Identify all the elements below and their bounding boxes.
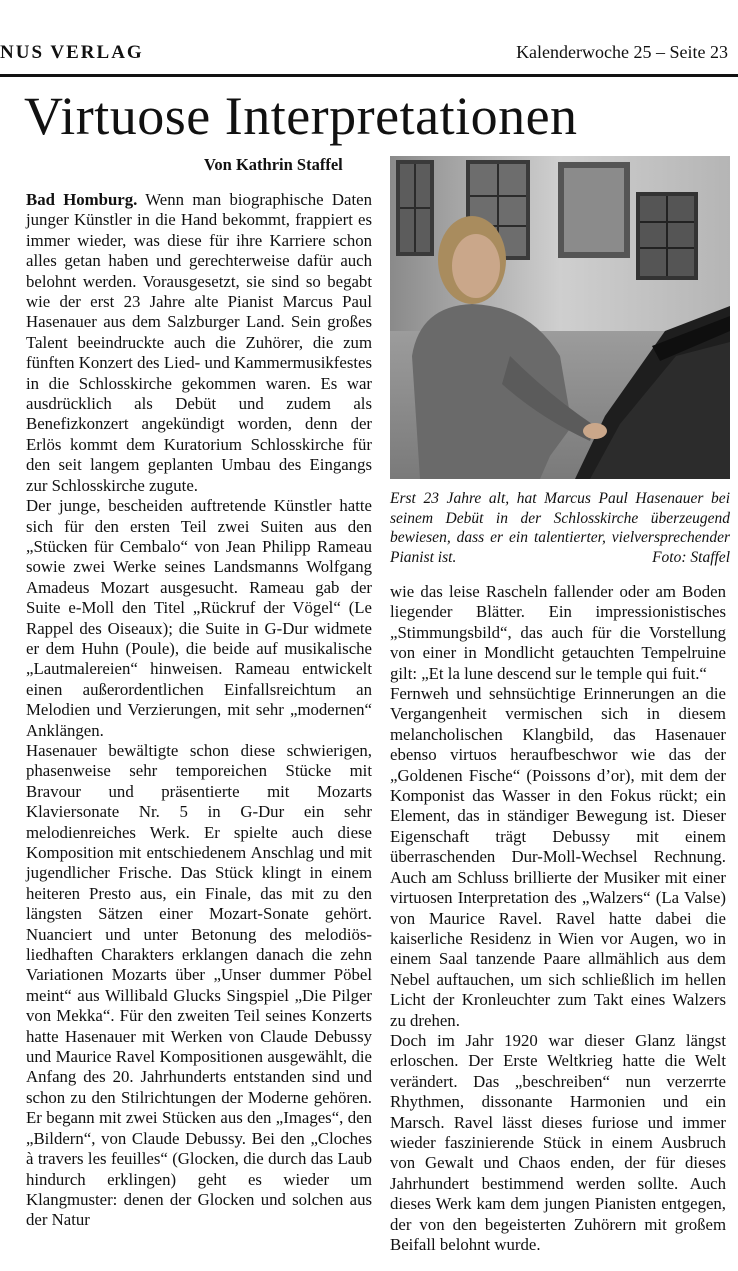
article-paragraph: Hasenauer bewältigte schon diese schwierigen, phasenweise sehr temporeichen Stücke mit Bravour und präsentierte mit Mozarts Klaviersonate Nr. 5 in G-Dur ein sehr melodienreiches Werk. Er spielte auch diese Komposition mit entschiedenem Anschlag und mit jugendlicher Frische. Das Stück klingt in einem heiteren Presto aus, ein Finale, das mit zu den längsten Sätzen einer Mozart-Sonate gehört. Nuanciert und unter Betonung des melodiös-liedhaften Charakters erklangen danach die zehn Variationen Mozarts über „Unser dummer Pöbel meint“ aus Willibald Glucks Singspiel „Die Pilger von Mekka“. Für den zweiten Teil seines Konzerts hatte Hasenauer mit Werken von Claude Debussy und Maurice Ravel Kompositionen ausgewählt, die Anfang des 20. Jahrhunderts entstanden sind und schon zu den Stilrichtungen der Moderne gehören. Er begann mit zwei Stücken aus den „Images“, den „Bildern“, von Claude Debussy. Bei den „Cloches à travers les feuilles“ (Glocken, die durch das Laub hindurch erklingen) geht es wieder um Klangmuster: denen der Glocken und solchen aus der Natur	[26, 740, 372, 1230]
page-header	[0, 38, 738, 72]
article-paragraph	[26, 190, 372, 496]
article-column-left	[26, 190, 372, 1231]
header-rule	[0, 74, 738, 77]
article-paragraph: wie das leise Rascheln fallender oder am Boden liegender Blätter. Ein impressionistisches „Stimmungsbild“, das auch für die Vorstellung von einer in Mondlicht getauchten Tempelruine gilt: „Et la lune descend sur le temple qui fuit.“	[390, 582, 726, 683]
article-byline: Von Kathrin Staffel	[204, 155, 343, 174]
caption-text: Erst 23 Jahre alt, hat Marcus Paul Hasenauer bei seinem Debüt in der Schlosskirche überzeugend bewiesen, dass er ein talentierter, vielversprechender Pianist ist.	[390, 490, 730, 566]
pianist-photo	[390, 156, 730, 479]
article-headline: Virtuose Interpretationen	[24, 86, 578, 146]
page-info: Kalenderwoche 25 – Seite 23	[516, 42, 728, 62]
dateline: Bad Homburg.	[26, 190, 138, 209]
article-column-right	[390, 582, 726, 1255]
article-paragraph: Fernweh und sehnsüchtige Erinnerungen an die Vergangenheit vermischen sich in diesem melancholischen Klangbild, das Hasenauer ebenso virtuos heraufbeschwor wie das der „Goldenen Fische“ (Poissons d’or), mit dem der Komponist das Wasser in den Fokus rückt; ein Element, das in ständiger Bewegung ist. Dieser Eigenschaft trägt Debussy mit einem überraschenden Dur-Moll-Wechsel Rechnung. Auch am Schluss brillierte der Musiker mit einer virtuosen Interpretation des „Walzers“ (La Valse) von Maurice Ravel. Ravel hatte dabei die kaiserliche Residenz in Wien vor Augen, wo in einem Saal tanzende Paare allmählich aus dem Nebel auftauchen, um sich schließlich im hellen Licht der Kronleuchter zum Takt eines Walzers zu drehen.	[390, 684, 726, 1030]
photo-caption	[390, 489, 730, 567]
article-paragraph: Der junge, bescheiden auftretende Künstler hatte sich für den ersten Teil zwei Suiten aus den „Stücken für Cembalo“ von Jean Philipp Rameau sowie zwei Werke seines Landsmanns Wolfgang Amadeus Mozart ausgesucht. Rameau gab der Suite e-Moll den Titel „Rückruf der Vögel“ (Le Rappel des Oiseaux); die Suite in G-Dur widmete er dem Huhn (Poule), die beide auf musikalische „Lautmalereien“ hinweisen. Rameau entwickelt einen außerordentlichen Einfallsreichtum an Melodien und Verzierungen, mit sehr „modernen“ Anklängen.	[26, 496, 372, 740]
article-paragraph: Doch im Jahr 1920 war dieser Glanz längst erloschen. Der Erste Weltkrieg hatte die Welt verändert. Das „beschreiben“ nun verzerrte Rhythmen, dissonante Harmonien und ein Marsch. Ravel lässt dieses furiose und immer wieder faszinierende Stück in einem Ausbruch von Gewalt und Chaos enden, der für dieses Jahrhundert bestimmend werden sollte. Auch dieses Werk kam dem jungen Pianisten entgegen, der von den begeisterten Zuhörern mit großem Beifall belohnt wurde.	[390, 1030, 726, 1254]
paragraph-text: Wenn man biographische Daten junger Künstler in die Hand bekommt, frappiert es immer wieder, was diese für ihre Karriere schon alles getan haben und gerechterweise dafür auch belohnt werden. Vorausgesetzt, sie sind so begabt wie der erst 23 Jahre alte Pianist Marcus Paul Hasenauer aus dem Salzburger Land. Sein großes Talent beeindruckte auch die Zuhörer, die zum fünften Konzert des Lied- und Kammermusikfestes in die Schlosskirche gekommen waren. Es war ausdrücklich als Debüt und zudem als Benefizkonzert angekündigt worden, denn der Erlös kommt dem Kuratorium Schlosskirche für den seit langem geplanten Umbau des Eingangs zur Schlosskirche zugute.	[26, 190, 372, 495]
publisher-name: NUS VERLAG	[0, 42, 144, 63]
photo-credit: Foto: Staffel	[652, 548, 730, 566]
